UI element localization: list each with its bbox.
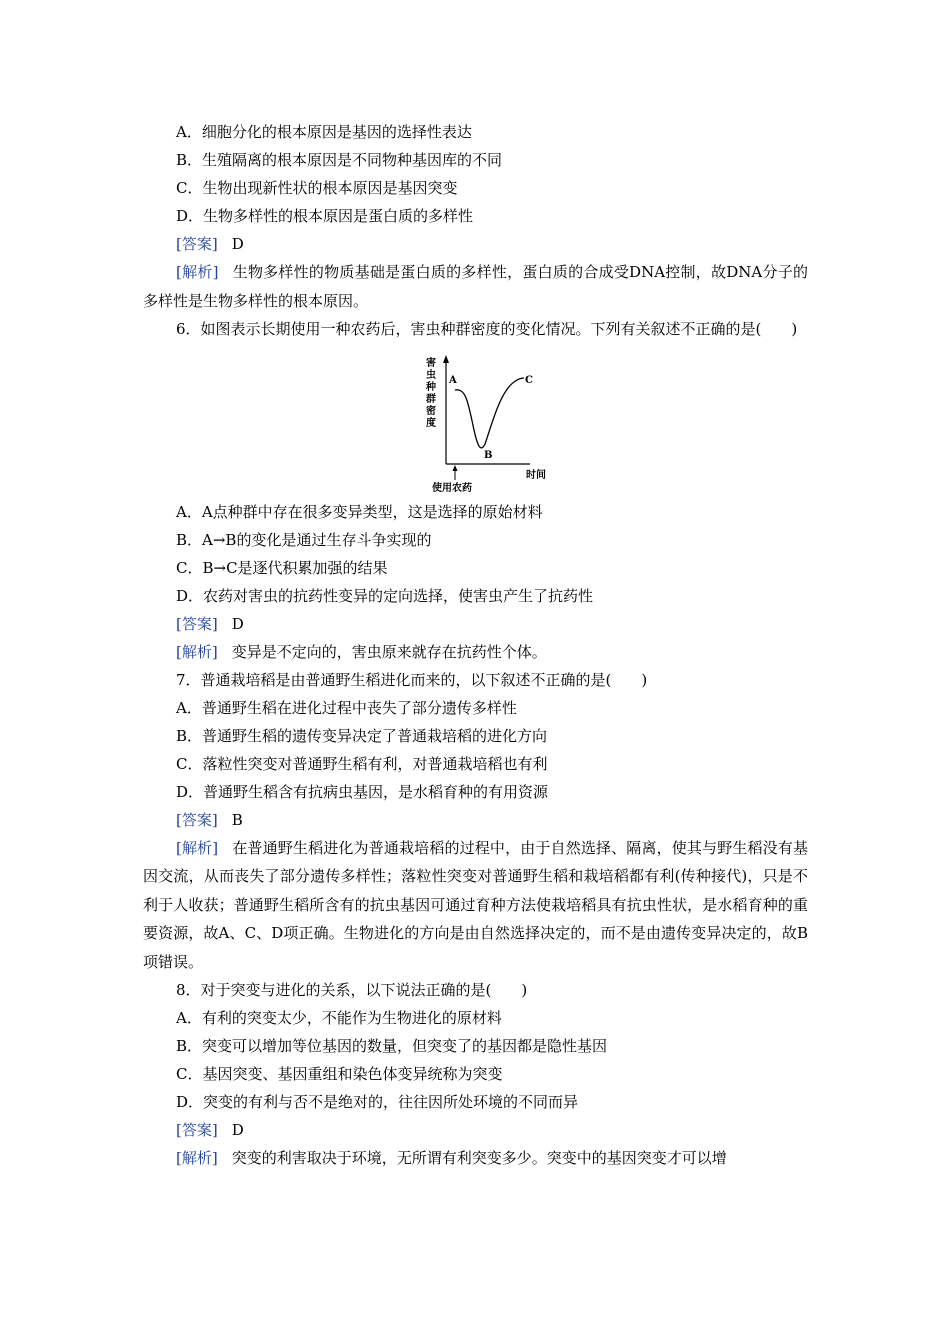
pesticide-arrowhead [453, 465, 458, 471]
x-axis-label: 时间 [526, 469, 546, 481]
q6-analysis [143, 638, 808, 666]
q8-stem: 8．对于突变与进化的关系，以下说法正确的是( ) [176, 981, 528, 999]
analysis-text: 变异是不定向的，害虫原来就存在抗药性个体。 [231, 642, 547, 661]
document-page [143, 118, 808, 1172]
q6-option-d: D．农药对害虫的抗药性变异的定向选择，使害虫产生了抗药性 [176, 586, 594, 605]
answer-value: D [231, 1121, 244, 1139]
point-a-label: A [449, 374, 457, 386]
q7-answer [143, 806, 808, 834]
q6-stem: 6．如图表示长期使用一种农药后，害虫种群密度的变化情况。下列有关叙述不正确的是( ) [176, 320, 798, 338]
answer-tag: [答案] [176, 810, 218, 829]
analysis-text: 在普通野生稻进化为普通栽培稻的过程中，由于自然选择、隔离，使其与野生稻没有基因交流，从而丧失了部分遗传多样性；落粒性突变对普通野生稻和栽培稻都有利(传种接代)，只是不利于人收获；普通野生稻所含有的抗虫基因可通过育种方法使栽培稻具有抗虫性状，是水稻育种的重要资源，故A、C、D项正确。生物进化的方向是由自然选择决定的，而不是由遗传变异决定的，故B项错误。 [143, 838, 808, 971]
q8-option-a: A．有利的突变太少，不能作为生物进化的原材料 [176, 1009, 502, 1027]
q8-option-d: D．突变的有利与否不是绝对的，往往因所处环境的不同而异 [176, 1093, 579, 1111]
answer-value: B [231, 810, 243, 829]
answer-tag: [答案] [176, 235, 218, 253]
q6-option-a: A．A点种群中存在很多变异类型，这是选择的原始材料 [176, 502, 543, 521]
q8-option-b: B．突变可以增加等位基因的数量，但突变了的基因都是隐性基因 [176, 1037, 608, 1055]
answer-tag: [答案] [176, 614, 218, 633]
analysis-tag: [解析] [176, 263, 219, 281]
q6-option-c: C．B→C是逐代积累加强的结果 [176, 558, 388, 577]
q8-analysis [143, 1144, 808, 1172]
q8-answer [143, 1116, 808, 1144]
pesticide-label: 使用农药 [432, 482, 472, 492]
q6-option-b: B．A→B的变化是通过生存斗争实现的 [176, 530, 432, 549]
answer-value: D [231, 235, 244, 253]
analysis-tag: [解析] [176, 642, 218, 661]
q7-option-d: D．普通野生稻含有抗病虫基因，是水稻育种的有用资源 [176, 782, 549, 801]
q8-option-c: C．基因突变、基因重组和染色体变异统称为突变 [176, 1065, 503, 1083]
q6-answer [143, 610, 808, 638]
pest-density-graph [418, 352, 568, 492]
q5-analysis [143, 258, 808, 315]
q7-analysis [143, 834, 808, 977]
q5-option-a: A．细胞分化的根本原因是基因的选择性表达 [176, 123, 472, 141]
q7-option-b: B．普通野生稻的遗传变异决定了普通栽培稻的进化方向 [176, 726, 548, 745]
point-b-label: B [484, 449, 493, 461]
q7-option-a: A．普通野生稻在进化过程中丧失了部分遗传多样性 [176, 698, 517, 717]
analysis-tag: [解析] [176, 1149, 218, 1167]
analysis-tag: [解析] [176, 838, 219, 857]
answer-tag: [答案] [176, 1121, 218, 1139]
point-c-label: C [525, 374, 533, 386]
q5-option-b: B．生殖隔离的根本原因是不同物种基因库的不同 [176, 151, 503, 169]
q7-option-c: C．落粒性突变对普通野生稻有利，对普通栽培稻也有利 [176, 754, 548, 773]
analysis-text: 生物多样性的物质基础是蛋白质的多样性，蛋白质的合成受DNA控制，故DNA分子的多样性是生物多样性的根本原因。 [143, 263, 808, 310]
q5-option-d: D．生物多样性的根本原因是蛋白质的多样性 [176, 207, 474, 225]
pest-density-figure [143, 352, 808, 492]
q5-option-c: C．生物出现新性状的根本原因是基因突变 [176, 179, 458, 197]
q5-answer [143, 230, 808, 258]
answer-value: D [231, 614, 244, 633]
analysis-text: 突变的利害取决于环境，无所谓有利突变多少。突变中的基因突变才可以增 [231, 1149, 727, 1167]
q7-stem: 7．普通栽培稻是由普通野生稻进化而来的，以下叙述不正确的是( ) [176, 670, 648, 689]
density-curve [455, 378, 524, 448]
y-axis-label: 害虫种群密度 [426, 357, 436, 429]
y-axis-arrow [443, 355, 449, 363]
